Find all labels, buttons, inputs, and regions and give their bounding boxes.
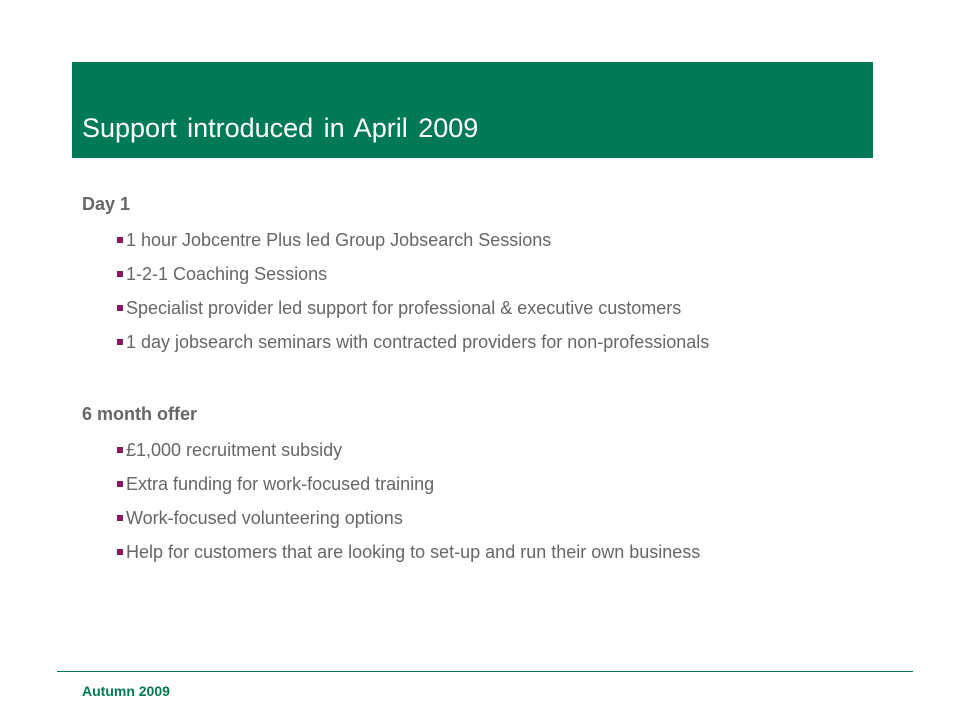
bullet-text: Work-focused volunteering options: [126, 508, 403, 528]
square-bullet-icon: [117, 549, 123, 555]
bullet-item: [118, 263, 772, 286]
section-heading-6-month-offer: 6 month offer: [82, 404, 197, 424]
bullet-list-6-month-offer: [82, 439, 772, 564]
title-band: [72, 62, 873, 158]
slide-content: [82, 190, 772, 564]
bullet-text: 1 hour Jobcentre Plus led Group Jobsearch Sessions: [126, 230, 552, 250]
square-bullet-icon: [117, 339, 123, 345]
bullet-item: [118, 541, 772, 564]
square-bullet-icon: [117, 305, 123, 311]
bullet-text: 1 day jobsearch seminars with contracted providers for non-professionals: [126, 332, 710, 352]
bullet-text: Help for customers that are looking to set-up and run their own business: [126, 542, 701, 562]
footer-date: Autumn 2009: [82, 683, 170, 699]
square-bullet-icon: [117, 481, 123, 487]
square-bullet-icon: [117, 271, 123, 277]
section-heading-day-1: Day 1: [82, 194, 131, 214]
bullet-text: Extra funding for work-focused training: [126, 474, 435, 494]
bullet-text: £1,000 recruitment subsidy: [126, 440, 343, 460]
bullet-text: Specialist provider led support for professional & executive customers: [126, 298, 682, 318]
bullet-text: 1-2-1 Coaching Sessions: [126, 264, 328, 284]
square-bullet-icon: [117, 447, 123, 453]
square-bullet-icon: [117, 237, 123, 243]
slide-title: Support introduced in April 2009: [82, 113, 479, 143]
bullet-item: [118, 439, 772, 462]
bullet-item: [118, 297, 772, 320]
bullet-item: [118, 507, 772, 530]
bullet-item: [118, 473, 772, 496]
bullet-item: [118, 331, 772, 354]
footer-divider: [57, 671, 913, 672]
bullet-list-day-1: [82, 229, 772, 354]
square-bullet-icon: [117, 515, 123, 521]
bullet-item: [118, 229, 772, 252]
